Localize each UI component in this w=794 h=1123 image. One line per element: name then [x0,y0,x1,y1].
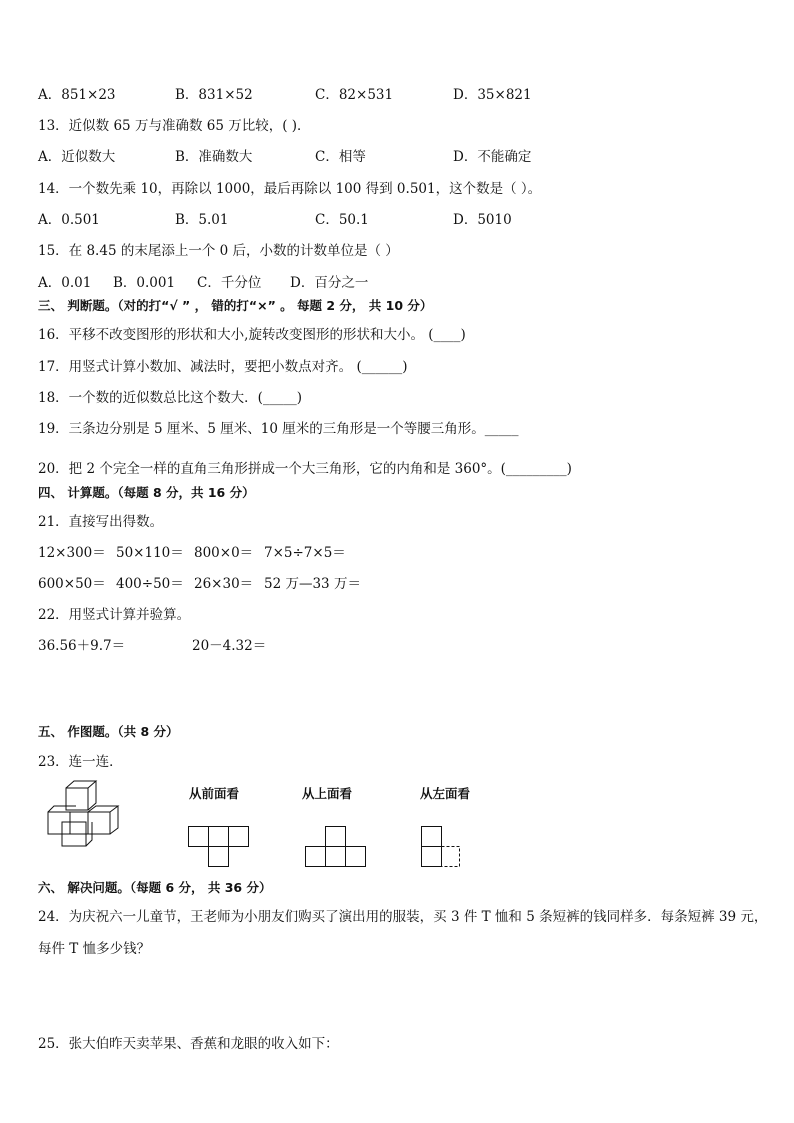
q21-item: 7×5÷7×5＝ [264,545,346,561]
q13-option-c: C．相等 [315,149,366,165]
top-view-shape [305,826,369,870]
q25-text: 25．张大伯昨天卖苹果、香蕉和龙眼的收入如下： [38,1036,339,1052]
front-view-shape [188,826,252,870]
q15-option-b: B．0.001 [113,275,176,291]
q14-option-c: C．50.1 [315,212,369,228]
view-label-top: 从上面看 [302,786,353,801]
q12-option-b: B．831×52 [175,87,253,103]
q14-option-d: D．5010 [453,212,512,228]
q20-statement: 20．把 2 个完全一样的直角三角形拼成一个大三角形，它的内角和是 360°。(_________) [38,461,572,477]
q21-item: 600×50＝ [38,576,106,592]
q22-stem: 22．用竖式计算并验算。 [38,607,191,623]
section-3-heading: 三、 判断题。（对的打“√ ” ， 错的打“×” 。 每题 2 分， 共 10 分） [38,298,433,313]
view-label-left: 从左面看 [420,786,471,801]
q22-item: 20－4.32＝ [192,638,267,654]
q13-option-a: A．近似数大 [38,149,116,165]
q21-item: 12×300＝ [38,545,106,561]
q21-item: 26×30＝ [194,576,254,592]
q14-option-a: A．0.501 [38,212,100,228]
view-label-front: 从前面看 [189,786,240,801]
q21-stem: 21．直接写出得数。 [38,514,164,530]
section-4-heading: 四、 计算题。（每题 8 分，共 16 分） [38,485,255,500]
cube-stack-figure [40,778,140,850]
q18-statement: 18．一个数的近似数总比这个数大．(_____) [38,390,302,406]
q13-option-d: D．不能确定 [453,149,532,165]
q24-text-line2: 每件 T 恤多少钱？ [38,941,151,957]
q23-stem: 23．连一连． [38,754,123,770]
q13-option-b: B．准确数大 [175,149,253,165]
q21-item: 400÷50＝ [116,576,184,592]
left-view-shape [421,826,465,870]
q12-option-a: A．851×23 [38,87,116,103]
q15-option-d: D．百分之一 [290,275,369,291]
q13-stem: 13．近似数 65 万与准确数 65 万比较，( )． [38,118,311,134]
section-6-heading: 六、 解决问题。（每题 6 分， 共 36 分） [38,880,272,895]
section-5-heading: 五、 作图题。（共 8 分） [38,724,179,739]
q15-option-a: A．0.01 [38,275,92,291]
q22-item: 36.56＋9.7＝ [38,638,126,654]
q19-statement: 19．三条边分别是 5 厘米、5 厘米、10 厘米的三角形是一个等腰三角形。_____ [38,421,519,437]
q15-option-c: C．千分位 [197,275,262,291]
q21-item: 800×0＝ [194,545,254,561]
q16-statement: 16．平移不改变图形的形状和大小,旋转改变图形的形状和大小。 (____) [38,327,466,343]
q21-item: 52 万—33 万＝ [264,576,361,592]
q24-text-line1: 24．为庆祝六一儿童节，王老师为小朋友们购买了演出用的服装，买 3 件 T 恤和 5 条短裤的钱同样多．每条短裤 39 元， [38,909,768,925]
q14-option-b: B．5.01 [175,212,229,228]
q21-item: 50×110＝ [116,545,184,561]
q12-option-c: C．82×531 [315,87,394,103]
q15-stem: 15．在 8.45 的末尾添上一个 0 后，小数的计数单位是（ ） [38,243,399,259]
q12-option-d: D．35×821 [453,87,532,103]
q14-stem: 14．一个数先乘 10，再除以 1000，最后再除以 100 得到 0.501，这个数是（ ）。 [38,181,542,197]
q17-statement: 17．用竖式计算小数加、减法时，要把小数点对齐。 (______) [38,359,408,375]
